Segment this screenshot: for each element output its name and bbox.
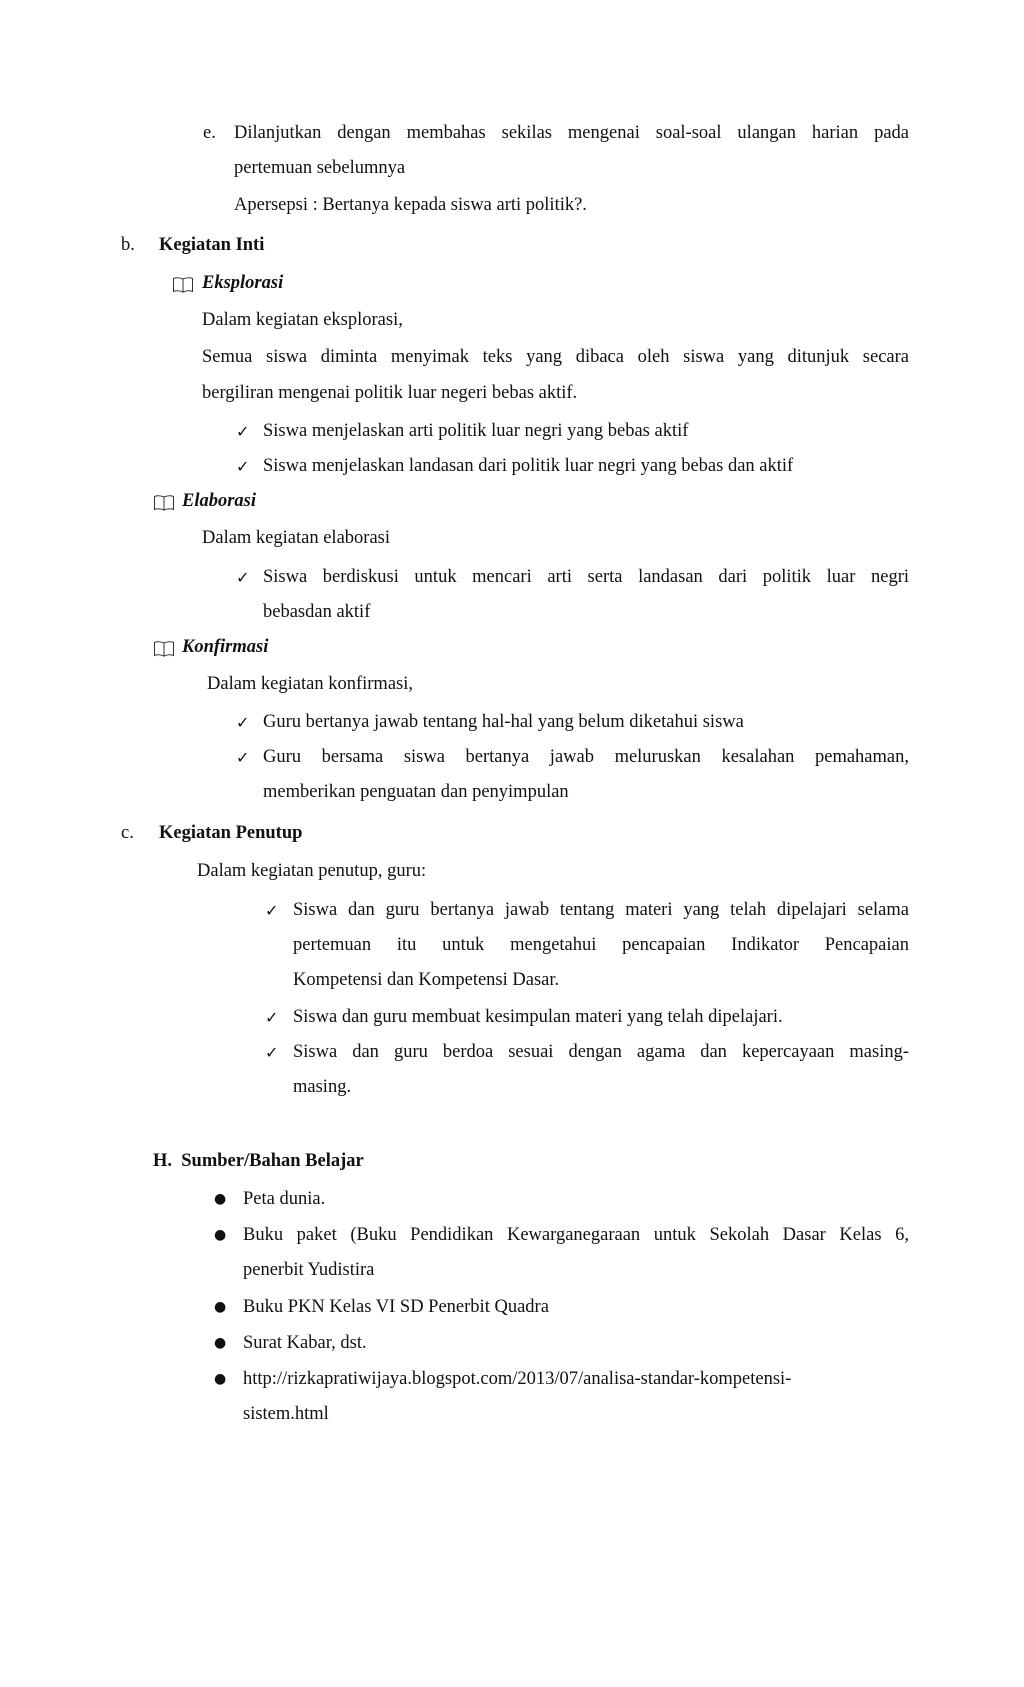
subsection-title-elaborasi: Elaborasi	[182, 491, 257, 511]
elaborasi-check-line2: bebasdan aktif	[263, 602, 371, 622]
eksplorasi-para-line1: Semua siswa diminta menyimak teks yang dibaca oleh siswa yang ditunjuk secara	[202, 347, 909, 367]
konfirmasi-intro: Dalam kegiatan konfirmasi,	[207, 674, 414, 694]
eksplorasi-intro: Dalam kegiatan eksplorasi,	[202, 310, 403, 330]
eksplorasi-check-item: Siswa menjelaskan landasan dari politik luar negri yang bebas dan aktif	[263, 456, 794, 476]
section-title-kegiatan-penutup: Kegiatan Penutup	[159, 823, 303, 843]
eksplorasi-para-line2: bergiliran mengenai politik luar negeri bebas aktif.	[202, 383, 578, 403]
eksplorasi-check-item: Siswa menjelaskan arti politik luar negri yang bebas aktif	[263, 421, 689, 441]
checkmark-icon: ✓	[236, 422, 250, 441]
open-book-icon	[153, 640, 175, 658]
penutup-check1-line2: pertemuan itu untuk mengetahui pencapaian Indikator Pencapaian	[293, 935, 909, 955]
apersepsi-text: Apersepsi : Bertanya kepada siswa arti politik?.	[234, 195, 587, 215]
open-book-icon	[172, 276, 194, 294]
penutup-intro: Dalam kegiatan penutup, guru:	[197, 861, 427, 881]
section-title-kegiatan-inti: Kegiatan Inti	[159, 235, 265, 255]
section-heading-sumber: H. Sumber/Bahan Belajar	[153, 1151, 364, 1171]
sumber-link-line2[interactable]: sistem.html	[243, 1404, 329, 1424]
bullet-icon: ●	[214, 1371, 227, 1387]
penutup-check3-line2: masing.	[293, 1077, 352, 1097]
open-book-icon	[153, 494, 175, 512]
konfirmasi-check-line1: Guru bersama siswa bertanya jawab meluruskan kesalahan pemahaman,	[263, 747, 909, 767]
konfirmasi-check-line2: memberikan penguatan dan penyimpulan	[263, 782, 569, 802]
bullet-icon: ●	[214, 1227, 227, 1243]
sumber-item: Buku PKN Kelas VI SD Penerbit Quadra	[243, 1297, 549, 1317]
subsection-title-eksplorasi: Eksplorasi	[202, 273, 284, 293]
checkmark-icon: ✓	[265, 1043, 279, 1062]
section-marker-c: c.	[121, 823, 134, 843]
checkmark-icon: ✓	[265, 1008, 279, 1027]
checkmark-icon: ✓	[236, 748, 250, 767]
penutup-check2: Siswa dan guru membuat kesimpulan materi yang telah dipelajari.	[293, 1007, 783, 1027]
sumber-link-line1[interactable]: http://rizkapratiwijaya.blogspot.com/2013/07/analisa-standar-kompetensi-	[243, 1369, 792, 1389]
checkmark-icon: ✓	[236, 713, 250, 732]
subsection-title-konfirmasi: Konfirmasi	[182, 637, 269, 657]
bullet-icon: ●	[214, 1335, 227, 1351]
elaborasi-intro: Dalam kegiatan elaborasi	[202, 528, 390, 548]
item-e-text-line2: pertemuan sebelumnya	[234, 158, 406, 178]
penutup-check1-line3: Kompetensi dan Kompetensi Dasar.	[293, 970, 560, 990]
elaborasi-check-line1: Siswa berdiskusi untuk mencari arti serta landasan dari politik luar negri	[263, 567, 909, 587]
bullet-icon: ●	[214, 1191, 227, 1207]
bullet-icon: ●	[214, 1299, 227, 1315]
penutup-check3-line1: Siswa dan guru berdoa sesuai dengan agama dan kepercayaan masing-	[293, 1042, 909, 1062]
sumber-item-line1: Buku paket (Buku Pendidikan Kewarganegaraan untuk Sekolah Dasar Kelas 6,	[243, 1225, 909, 1245]
checkmark-icon: ✓	[236, 457, 250, 476]
list-marker-e: e.	[203, 123, 216, 143]
sumber-item-line2: penerbit Yudistira	[243, 1260, 375, 1280]
item-e-text-line1: Dilanjutkan dengan membahas sekilas mengenai soal-soal ulangan harian pada	[234, 123, 909, 143]
konfirmasi-check-item: Guru bertanya jawab tentang hal-hal yang belum diketahui siswa	[263, 712, 744, 732]
checkmark-icon: ✓	[236, 568, 250, 587]
checkmark-icon: ✓	[265, 901, 279, 920]
section-marker-b: b.	[121, 235, 135, 255]
sumber-item: Peta dunia.	[243, 1189, 326, 1209]
penutup-check1-line1: Siswa dan guru bertanya jawab tentang materi yang telah dipelajari selama	[293, 900, 909, 920]
sumber-item: Surat Kabar, dst.	[243, 1333, 367, 1353]
